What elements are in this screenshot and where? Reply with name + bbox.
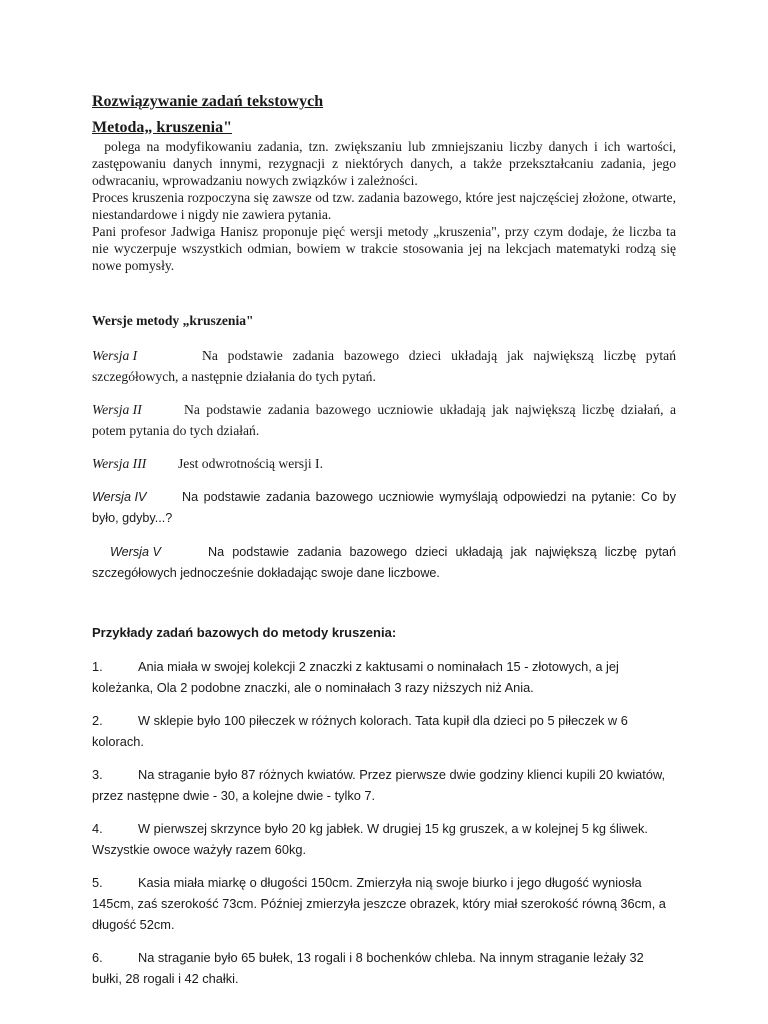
example-number: 3. [92,767,103,782]
example-text: Na straganie było 87 różnych kwiatów. Przez pierwsze dwie godziny klienci kupili 20 kwiatów, przez następne dwie - 30, a kolejne dwie - tylko 7. [92,767,666,803]
example-text: Ania miała w swojej kolekcji 2 znaczki z kaktusami o nominałach 15 - złotowych, a jej koleżanka, Ola 2 podobne znaczki, ale o nominałach 3 razy niższych niż Ania. [92,659,619,695]
version-text: Na podstawie zadania bazowego uczniowie wymyślają odpowiedzi na pytanie: Co by było, gdyby...? [92,490,676,525]
list-item [92,947,676,989]
document-page [92,92,680,989]
intro-paragraph: Proces kruszenia rozpoczyna się zawsze od tzw. zadania bazowego, które jest najczęściej złożone, otwarte, niestandardowe i nigdy nie zawiera pytania. [92,190,676,222]
intro-text [92,138,680,274]
version-text: Na podstawie zadania bazowego dzieci układają jak największą liczbę pytań szczegółowych jednocześnie dokładając swoje dane liczbowe. [92,545,676,580]
example-text: Na straganie było 65 bułek, 13 rogali i 8 bochenków chleba. Na innym straganie leżały 32 bułki, 28 rogali i 42 chałki. [92,950,644,986]
versions-heading: Wersje metody „kruszenia" [92,313,254,328]
version-label: Wersja III [92,456,147,471]
example-text: W sklepie było 100 piłeczek w różnych kolorach. Tata kupił dla dzieci po 5 piłeczek w 6 kolorach. [92,713,628,749]
intro-paragraph: Pani profesor Jadwiga Hanisz proponuje pięć wersji metody „kruszenia", przy czym dodaje, że liczba ta nie wyczerpuje wszystkich odmian, bowiem w trakcie stosowania jej na lekcjach matematyki rodzą się nowe pomysły. [92,224,676,273]
example-text: Kasia miała miarkę o długości 150cm. Zmierzyła nią swoje biurko i jego długość wyniosła 145cm, zaś szerokość 73cm. Później zmierzyła jeszcze obrazek, który miał szerokość równą 36cm, a długość 52cm. [92,875,666,932]
example-number: 4. [92,821,103,836]
example-number: 5. [92,875,103,890]
example-text: W pierwszej skrzynce było 20 kg jabłek. W drugiej 15 kg gruszek, a w kolejnej 5 kg śliwek. Wszystkie owoce ważyły razem 60kg. [92,821,648,857]
list-item [92,818,676,860]
example-number: 1. [92,659,103,674]
example-number: 6. [92,950,103,965]
version-item [92,542,676,584]
version-label: Wersja II [92,402,142,417]
document-title: Rozwiązywanie zadań tekstowych [92,93,324,110]
intro-paragraph: polega na modyfikowaniu zadania, tzn. zwiększaniu lub zmniejszaniu liczby danych i ich wartości, zastępowaniu danych innymi, rezygnacji z niektórych danych, a także przekształcaniu zadania, jego odwracaniu, wprowadzaniu nowych związków i zależności. [92,139,680,188]
version-item [92,345,676,387]
version-item [92,399,676,441]
version-label: Wersja V [110,545,161,559]
examples-heading: Przykłady zadań bazowych do metody kruszenia: [92,625,397,640]
example-number: 2. [92,713,103,728]
list-item [92,710,676,752]
document-subtitle: Metoda„ kruszenia" [92,119,232,136]
list-item [92,764,676,806]
version-label: Wersja I [92,348,138,363]
version-text: Na podstawie zadania bazowego dzieci układają jak największą liczbę pytań szczegółowych, a następnie działania do tych pytań. [92,348,676,384]
examples-list [92,656,676,989]
list-item [92,656,676,698]
list-item [92,872,676,935]
version-text: Na podstawie zadania bazowego uczniowie układają jak największą liczbę działań, a potem pytania do tych działań. [92,402,676,438]
version-text: Jest odwrotnością wersji I. [178,456,323,471]
version-item [92,487,676,529]
version-label: Wersja IV [92,490,147,504]
version-item [92,453,676,474]
